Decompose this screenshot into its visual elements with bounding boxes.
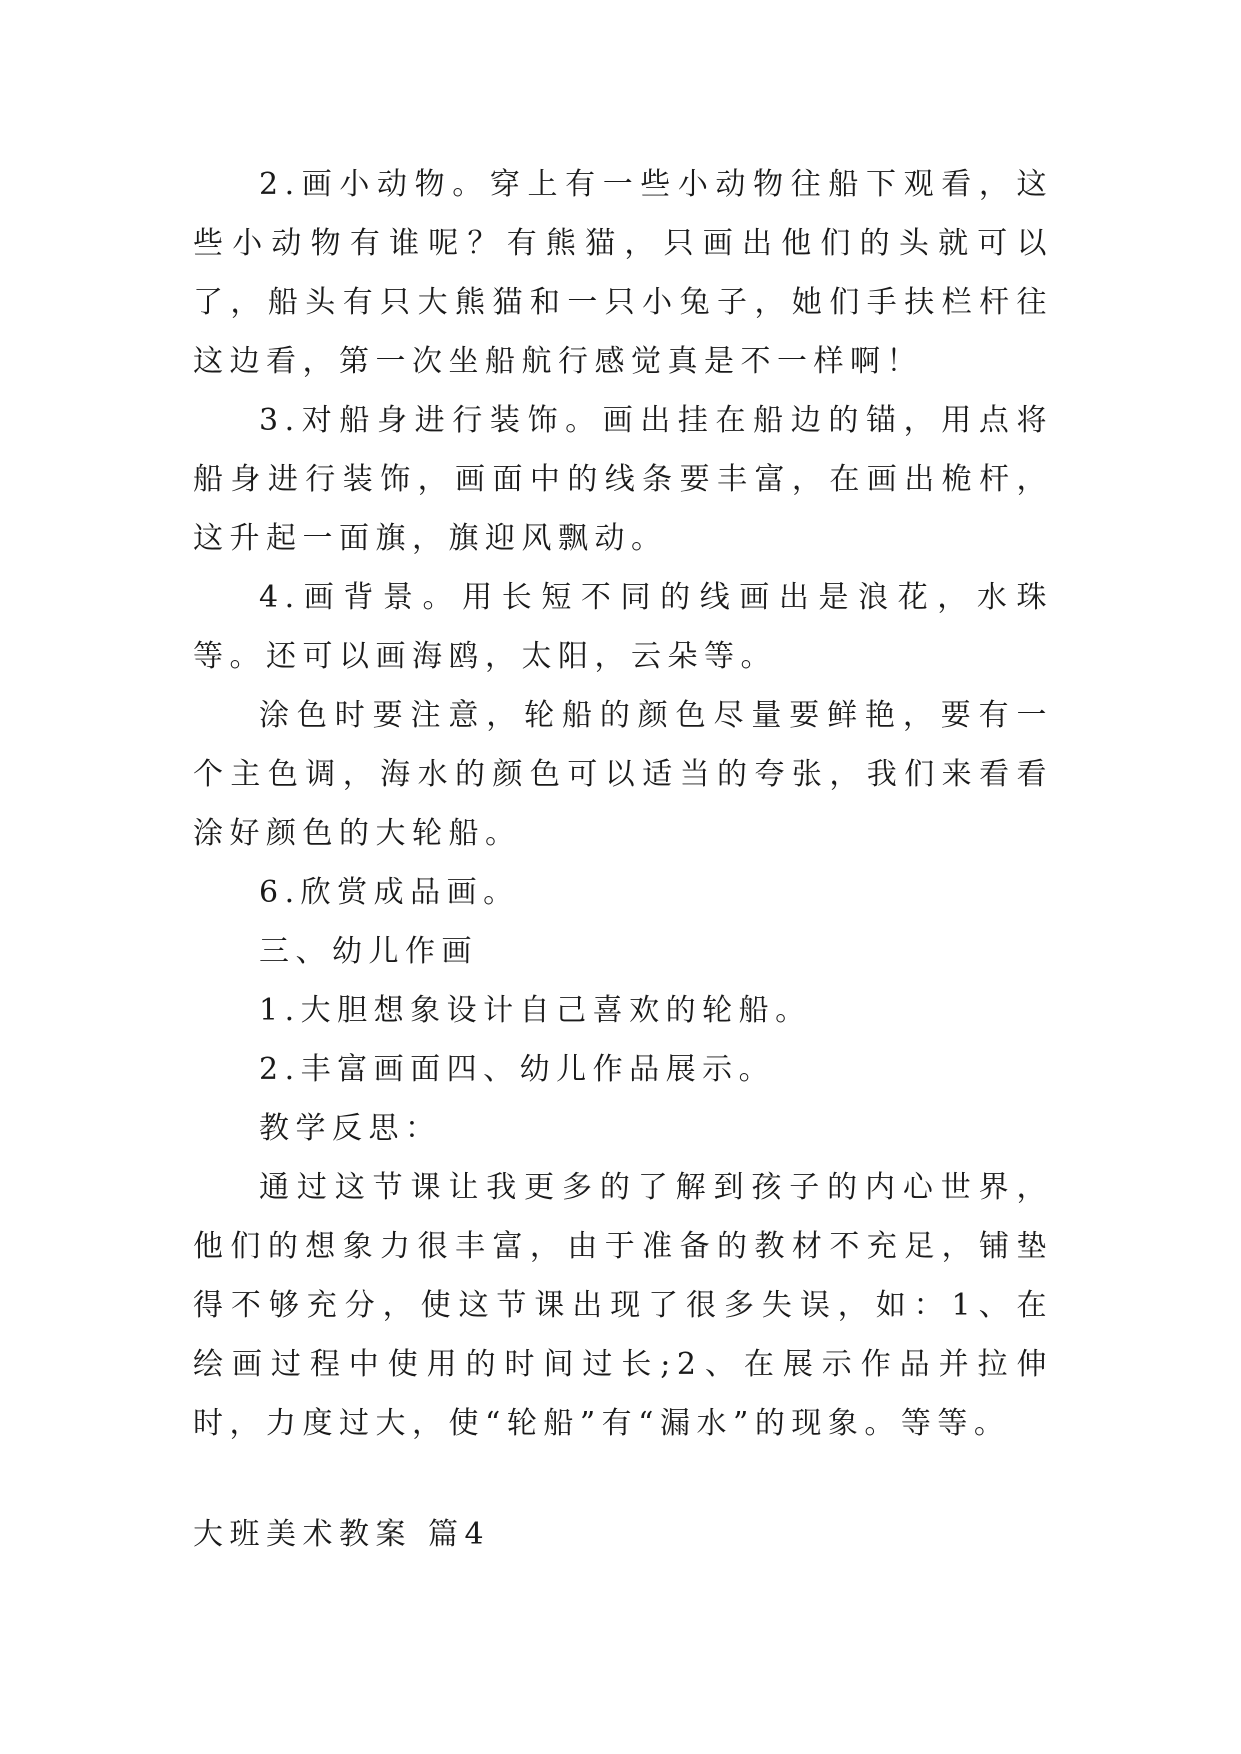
paragraph-reflection: 通过这节课让我更多的了解到孩子的内心世界，他们的想象力很丰富，由于准备的教材不充足，铺垫得不够充分，使这节课出现了很多失误，如：1、在绘画过程中使用的时间过长;2、在展示作品并拉伸时，力度过大，使“轮船”有“漏水”的现象。等等。 — [193, 1170, 1053, 1441]
section-heading: 大班美术教案 篇4 — [193, 1517, 491, 1552]
list-item-imagine: 1.大胆想象设计自己喜欢的轮船。 — [259, 993, 812, 1028]
paragraph-draw-animals: 2.画小动物。穿上有一些小动物往船下观看，这些小动物有谁呢？有熊猫，只画出他们的头就可以了，船头有只大熊猫和一只小兔子，她们手扶栏杆往这边看，第一次坐船航行感觉真是不一样啊！ — [193, 167, 1053, 379]
section-reflection-title: 教学反思： — [259, 1111, 442, 1146]
paragraph-draw-background: 4.画背景。用长短不同的线画出是浪花，水珠等。还可以画海鸥，太阳，云朵等。 — [193, 580, 1053, 674]
paragraph-appreciate: 6.欣赏成品画。 — [259, 875, 520, 910]
document-body — [193, 155, 1053, 1453]
paragraph-coloring: 涂色时要注意，轮船的颜色尽量要鲜艳，要有一个主色调，海水的颜色可以适当的夸张，我们来看看涂好颜色的大轮船。 — [193, 698, 1053, 851]
paragraph-decorate-ship: 3.对船身进行装饰。画出挂在船边的锚，用点将船身进行装饰，画面中的线条要丰富，在画出桅杆，这升起一面旗，旗迎风飘动。 — [193, 403, 1053, 556]
section-children-drawing: 三、幼儿作画 — [259, 934, 478, 969]
list-item-enrich: 2.丰富画面四、幼儿作品展示。 — [259, 1052, 776, 1087]
